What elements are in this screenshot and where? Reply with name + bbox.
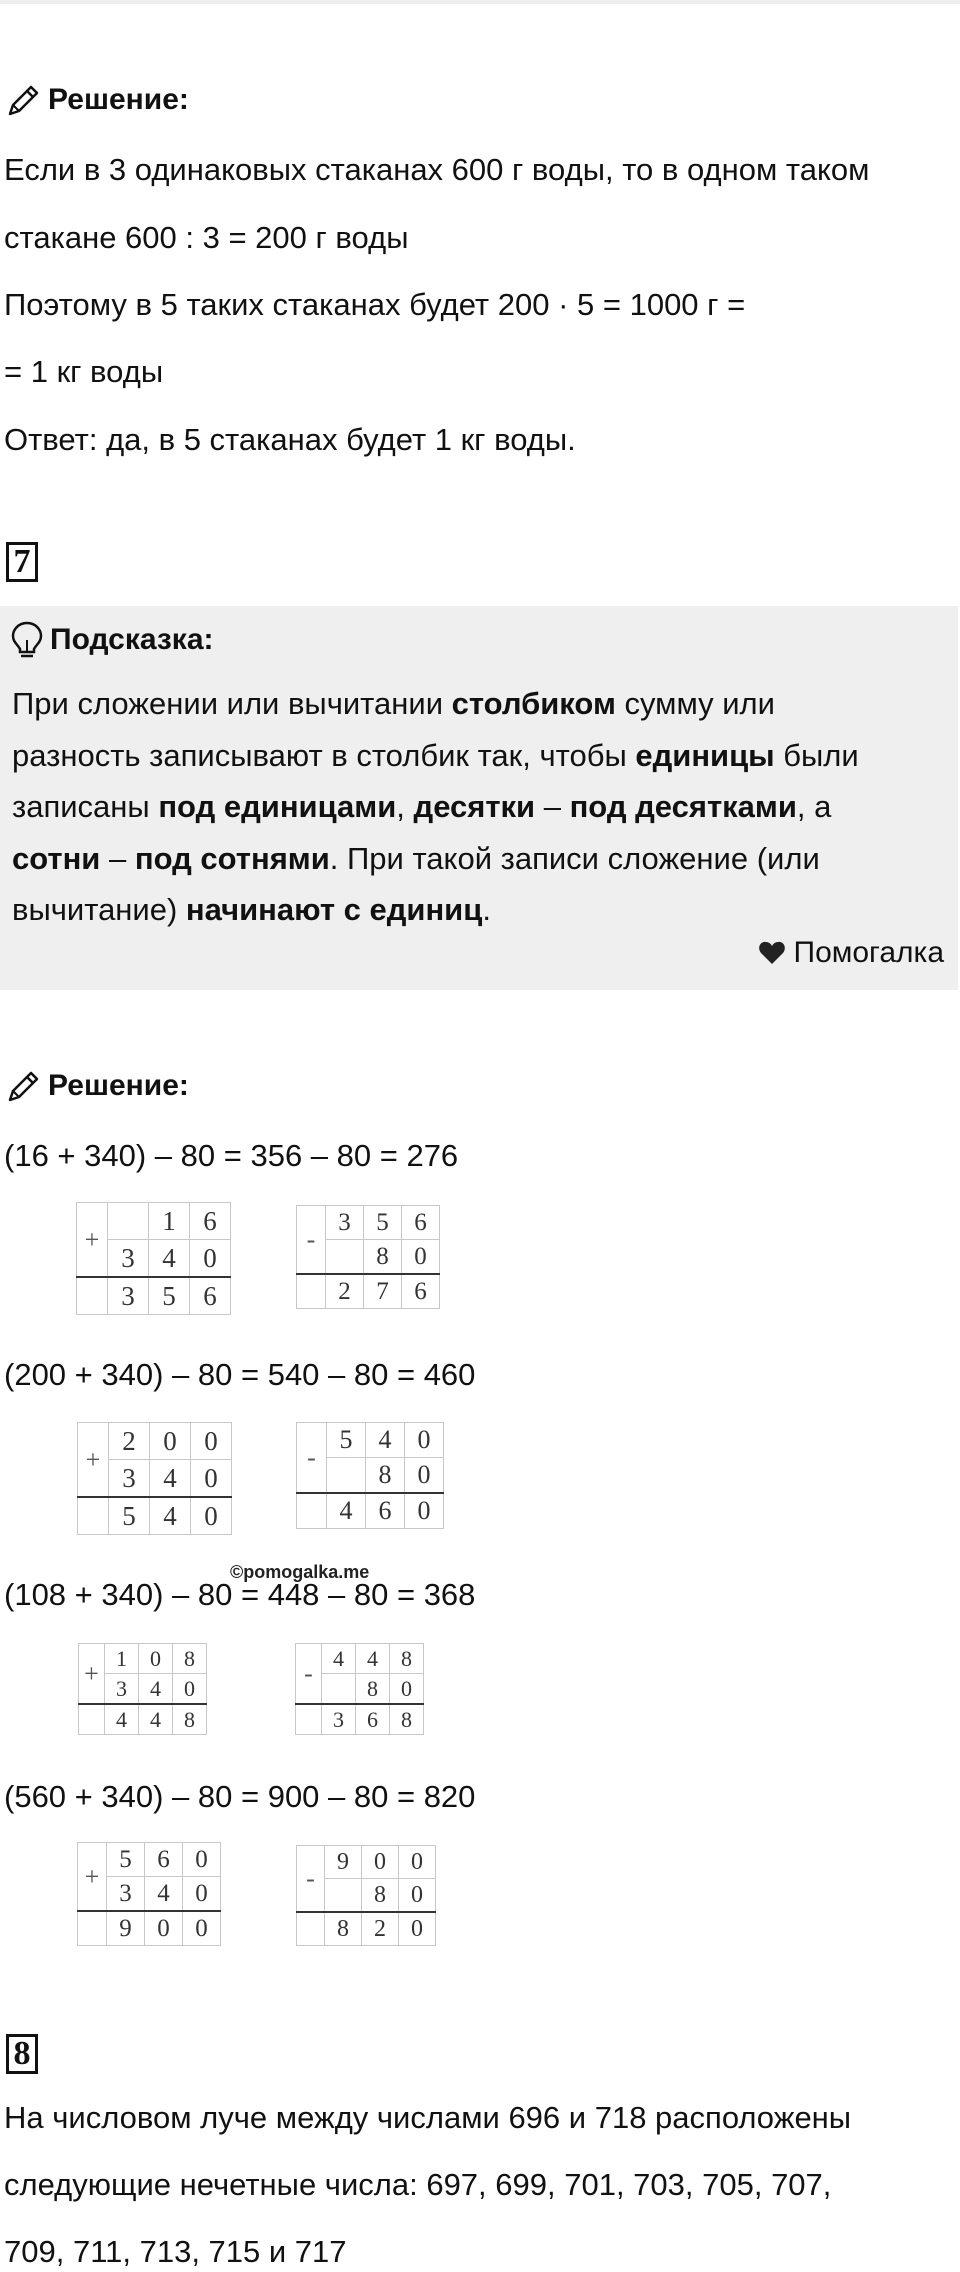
hint-text: были (774, 738, 859, 773)
solution-heading-label: Решение: (48, 1069, 189, 1102)
digit-cell: 6 (145, 1843, 183, 1877)
digit-cell: 7 (364, 1274, 402, 1309)
digit-cell: 9 (325, 1846, 362, 1879)
addition-column (77, 1422, 232, 1535)
digit-cell: 5 (149, 1277, 190, 1315)
operator-sign: + (78, 1423, 109, 1498)
digit-cell: 6 (402, 1206, 440, 1240)
addition-column (76, 1202, 231, 1315)
addition-column (78, 1643, 207, 1735)
text-line: 709, 711, 713, 715 и 717 (4, 2234, 347, 2269)
brand-link[interactable] (758, 936, 945, 970)
operator-sign: - (297, 1846, 325, 1913)
digit-cell: 8 (173, 1704, 207, 1735)
digit-cell: 3 (326, 1206, 364, 1240)
digit-cell: 5 (107, 1843, 145, 1877)
subtraction-column (296, 1845, 436, 1946)
digit-cell: 4 (327, 1493, 366, 1529)
text-line: Если в 3 одинаковых стаканах 600 г воды, то в одном таком (4, 152, 870, 187)
hint-text: , (396, 789, 414, 824)
text-line: На числовом луче между числами 696 и 718 расположены (4, 2100, 852, 2135)
hint-text: вычитание) (12, 892, 186, 927)
bold-term: столбиком (451, 686, 616, 721)
operand-row (78, 1843, 221, 1877)
digit-cell: 1 (149, 1203, 190, 1240)
subtraction-column (295, 1643, 424, 1735)
result-row (297, 1274, 440, 1309)
hint-text: разность записывают в столбик так, чтобы (12, 738, 636, 773)
hint-text: – (100, 841, 135, 876)
digit-cell (326, 1240, 364, 1275)
digit-cell: 3 (108, 1240, 149, 1278)
digit-cell: 0 (191, 1423, 232, 1460)
digit-cell: 0 (183, 1843, 221, 1877)
bold-term: десятки (413, 789, 536, 824)
text-line: следующие нечетные числа: 697, 699, 701, 703, 705, 707, (4, 2167, 832, 2202)
digit-cell (325, 1879, 362, 1913)
bold-term: под единицами (158, 789, 397, 824)
task-number-7: 7 (6, 542, 38, 582)
result-row (297, 1912, 436, 1946)
digit-cell: 4 (139, 1674, 173, 1705)
digit-cell: 3 (322, 1704, 356, 1735)
hint-box (0, 606, 958, 990)
digit-cell: 8 (356, 1674, 390, 1705)
digit-cell: 5 (109, 1497, 150, 1535)
digit-cell: 5 (364, 1206, 402, 1240)
operand-row (296, 1644, 424, 1674)
digit-cell: 8 (390, 1644, 424, 1674)
heart-icon (758, 940, 786, 966)
pencil-icon (6, 1068, 42, 1104)
hint-text: При сложении или вычитании (12, 686, 452, 721)
digit-cell: 6 (366, 1493, 405, 1529)
digit-cell: 3 (105, 1674, 139, 1705)
digit-cell: 0 (139, 1644, 173, 1674)
bold-term: сотни (12, 841, 101, 876)
operator-sign: + (78, 1843, 107, 1912)
blank-cell (297, 1274, 326, 1309)
subtraction-column (296, 1205, 440, 1309)
digit-cell: 4 (150, 1497, 191, 1535)
digit-cell: 0 (183, 1877, 221, 1912)
digit-cell: 0 (173, 1674, 207, 1705)
digit-cell: 0 (399, 1846, 436, 1879)
blank-cell (78, 1911, 107, 1946)
text-line: = 1 кг воды (4, 354, 164, 389)
digit-cell: 0 (399, 1879, 436, 1913)
hint-text: , а (796, 789, 832, 824)
hint-text: записаны (12, 789, 159, 824)
addition-column (77, 1842, 221, 1946)
digit-cell: 0 (405, 1458, 444, 1494)
digit-cell: 0 (390, 1674, 424, 1705)
digit-cell: 2 (362, 1912, 399, 1946)
digit-cell: 0 (399, 1912, 436, 1946)
subtraction-column (296, 1422, 444, 1529)
digit-cell: 0 (191, 1497, 232, 1535)
result-row (296, 1704, 424, 1735)
digit-cell: 4 (366, 1423, 405, 1458)
hint-text: сумму или (615, 686, 775, 721)
task-number-8: 8 (6, 2034, 38, 2074)
digit-cell: 6 (402, 1274, 440, 1309)
operator-sign: - (297, 1423, 327, 1494)
top-divider (0, 0, 960, 4)
digit-cell: 3 (108, 1277, 149, 1315)
digit-cell: 8 (366, 1458, 405, 1494)
expression-line: (560 + 340) – 80 = 900 – 80 = 820 (4, 1779, 476, 1814)
digit-cell: 4 (356, 1644, 390, 1674)
answer-line: Ответ: да, в 5 стаканах будет 1 кг воды. (4, 422, 576, 457)
bold-term: единицы (635, 738, 775, 773)
hint-title: Подсказка: (50, 623, 214, 656)
blank-cell (297, 1912, 325, 1946)
digit-cell: 9 (107, 1911, 145, 1946)
digit-cell: 6 (190, 1203, 231, 1240)
expression-line: (200 + 340) – 80 = 540 – 80 = 460 (4, 1357, 476, 1392)
expression-line: (16 + 340) – 80 = 356 – 80 = 276 (4, 1138, 459, 1173)
digit-cell: 3 (109, 1460, 150, 1498)
operand-row (297, 1846, 436, 1879)
digit-cell: 0 (402, 1240, 440, 1275)
result-row (79, 1704, 207, 1735)
operator-sign: + (77, 1203, 108, 1278)
digit-cell (108, 1203, 149, 1240)
digit-cell: 4 (145, 1877, 183, 1912)
hint-line (12, 787, 831, 827)
digit-cell: 0 (150, 1423, 191, 1460)
digit-cell: 0 (191, 1460, 232, 1498)
digit-cell: 4 (322, 1644, 356, 1674)
digit-cell: 3 (107, 1877, 145, 1912)
hint-line (12, 684, 775, 724)
digit-cell: 8 (364, 1240, 402, 1275)
operand-row (297, 1423, 444, 1458)
digit-cell: 4 (149, 1240, 190, 1278)
digit-cell: 4 (139, 1704, 173, 1735)
lightbulb-icon (10, 620, 44, 660)
blank-cell (77, 1277, 108, 1315)
digit-cell: 0 (405, 1493, 444, 1529)
digit-cell: 0 (362, 1846, 399, 1879)
blank-cell (297, 1493, 327, 1529)
bold-term: начинают с единиц (185, 892, 483, 927)
bold-term: под сотнями (134, 841, 330, 876)
hint-text: . При такой записи сложение (или (329, 841, 820, 876)
digit-cell: 6 (190, 1277, 231, 1315)
blank-cell (296, 1704, 322, 1735)
operator-sign: - (296, 1644, 322, 1705)
solution-heading-label: Решение: (48, 83, 189, 116)
operand-row (78, 1423, 232, 1460)
digit-cell: 0 (183, 1911, 221, 1946)
result-row (78, 1911, 221, 1946)
digit-cell: 8 (173, 1644, 207, 1674)
operator-sign: - (297, 1206, 326, 1275)
digit-cell: 8 (325, 1912, 362, 1946)
digit-cell: 4 (105, 1704, 139, 1735)
digit-cell: 8 (390, 1704, 424, 1735)
solution-heading-1 (6, 82, 189, 118)
digit-cell: 8 (362, 1879, 399, 1913)
hint-line (12, 839, 820, 879)
text-line: стакане 600 : 3 = 200 г воды (4, 220, 409, 255)
digit-cell: 0 (145, 1911, 183, 1946)
result-row (297, 1493, 444, 1529)
blank-cell (79, 1704, 105, 1735)
result-row (78, 1497, 232, 1535)
brand-label: Помогалка (793, 936, 944, 969)
digit-cell: 5 (327, 1423, 366, 1458)
blank-cell (78, 1497, 109, 1535)
digit-cell: 4 (150, 1460, 191, 1498)
operand-row (297, 1206, 440, 1240)
operator-sign: + (79, 1644, 105, 1705)
hint-text: – (535, 789, 570, 824)
bold-term: под десятками (569, 789, 797, 824)
digit-cell: 2 (326, 1274, 364, 1309)
pencil-icon (6, 82, 42, 118)
digit-cell: 6 (356, 1704, 390, 1735)
hint-heading (10, 620, 214, 660)
expression-line: (108 + 340) – 80 = 448 – 80 = 368 (4, 1577, 476, 1612)
digit-cell: 0 (405, 1423, 444, 1458)
hint-line (12, 890, 491, 930)
digit-cell: 1 (105, 1644, 139, 1674)
digit-cell: 2 (109, 1423, 150, 1460)
operand-row (77, 1203, 231, 1240)
digit-cell (327, 1458, 366, 1494)
hint-text: . (482, 892, 491, 927)
digit-cell: 0 (190, 1240, 231, 1278)
watermark: ©pomogalka.me (230, 1562, 370, 1582)
hint-line (12, 736, 859, 776)
digit-cell (322, 1674, 356, 1705)
operand-row (79, 1644, 207, 1674)
text-line: Поэтому в 5 таких стаканах будет 200 · 5 = 1000 г = (4, 287, 746, 322)
result-row (77, 1277, 231, 1315)
solution-heading-2 (6, 1068, 189, 1104)
